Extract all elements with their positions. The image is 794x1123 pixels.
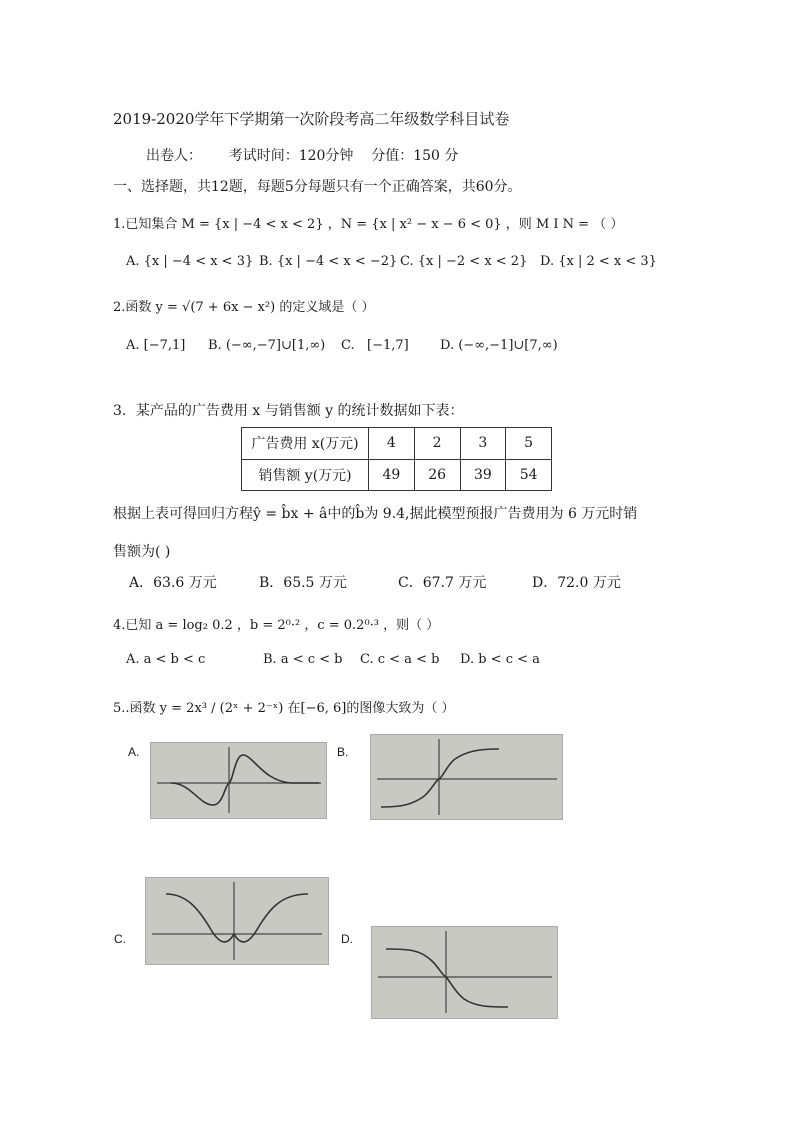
graph-a-label: A. — [128, 745, 140, 759]
table-cell: 4 — [369, 428, 415, 460]
question-3-text-line2: 售额为( ) — [113, 544, 171, 560]
question-2-stem: 2.函数 y = √(7 + 6x − x²) 的定义域是（ ） — [113, 300, 375, 315]
table-cell: 2 — [414, 428, 460, 460]
question-4-option-c: C. c < a < b — [360, 652, 440, 667]
graph-d-label: D. — [341, 932, 353, 946]
section-heading: 一、选择题，共12题，每题5分每题只有一个正确答案，共60分。 — [113, 179, 522, 195]
question-3-stem: 3．某产品的广告费用 x 与销售额 y 的统计数据如下表： — [113, 403, 464, 419]
question-1-option-b: B. {x | −4 < x < −2} — [259, 254, 398, 269]
table-cell: 3 — [460, 428, 506, 460]
question-3-option-d: D．72.0 万元 — [532, 575, 621, 591]
question-3-option-a: A．63.6 万元 — [129, 575, 217, 591]
graph-b-label: B. — [337, 745, 349, 759]
table-header-cell: 销售额 y(万元) — [242, 459, 369, 491]
question-2-option-b: B. (−∞,−7]∪[1,∞) — [208, 338, 326, 353]
question-4-stem: 4.已知 a = log₂ 0.2 ，b = 2⁰·² ，c = 0.2⁰·³ ，则（ ） — [113, 618, 440, 633]
table-cell: 26 — [414, 459, 460, 491]
graph-c-image — [145, 877, 329, 965]
graph-c-plot — [146, 878, 328, 964]
graph-b-plot — [371, 735, 562, 819]
question-1-option-d: D. {x | 2 < x < 3} — [540, 254, 657, 269]
question-2-option-d: D. (−∞,−1]∪[7,∞) — [440, 338, 558, 353]
graph-c-label: C. — [114, 932, 126, 946]
graph-a-plot — [151, 743, 326, 818]
question-4-option-d: D. b < c < a — [460, 652, 540, 667]
table-header-cell: 广告费用 x(万元) — [242, 428, 369, 460]
question-1-stem: 1.已知集合 M = {x | −4 < x < 2} ，N = {x | x² − x − 6 < 0} ，则 M I N = （ ） — [113, 217, 624, 232]
question-5-stem: 5..函数 y = 2x³ / (2ˣ + 2⁻ˣ) 在[−6, 6]的图像大致为（ ） — [113, 701, 455, 716]
graph-b-image — [370, 734, 563, 820]
question-2-option-a: A. [−7,1] — [126, 338, 186, 353]
graph-d-image — [371, 926, 558, 1019]
question-3-option-b: B．65.5 万元 — [259, 575, 347, 591]
table-cell: 39 — [460, 459, 506, 491]
graph-d-plot — [372, 927, 557, 1018]
table-row — [242, 428, 552, 460]
question-4-option-b: B. a < c < b — [263, 652, 343, 667]
table-cell: 54 — [506, 459, 552, 491]
question-1-option-a: A. {x | −4 < x < 3} — [126, 254, 254, 269]
stat-table — [241, 427, 552, 491]
exam-title: 2019-2020学年下学期第一次阶段考高二年级数学科目试卷 — [113, 110, 510, 128]
table-cell: 5 — [506, 428, 552, 460]
table-cell: 49 — [369, 459, 415, 491]
question-1-option-c: C. {x | −2 < x < 2} — [400, 254, 528, 269]
table-row — [242, 459, 552, 491]
graph-a-image — [150, 742, 327, 819]
question-4-option-a: A. a < b < c — [126, 652, 206, 667]
question-3-option-c: C．67.7 万元 — [398, 575, 487, 591]
question-3-text-line1: 根据上表可得回归方程ŷ = b̂x + â中的b̂为 9.4,据此模型预报广告费用为 6 万元时销 — [113, 506, 638, 522]
question-2-option-c: C. [−1,7] — [341, 338, 409, 353]
exam-info: 出卷人： 考试时间：120分钟 分值：150 分 — [146, 148, 459, 164]
